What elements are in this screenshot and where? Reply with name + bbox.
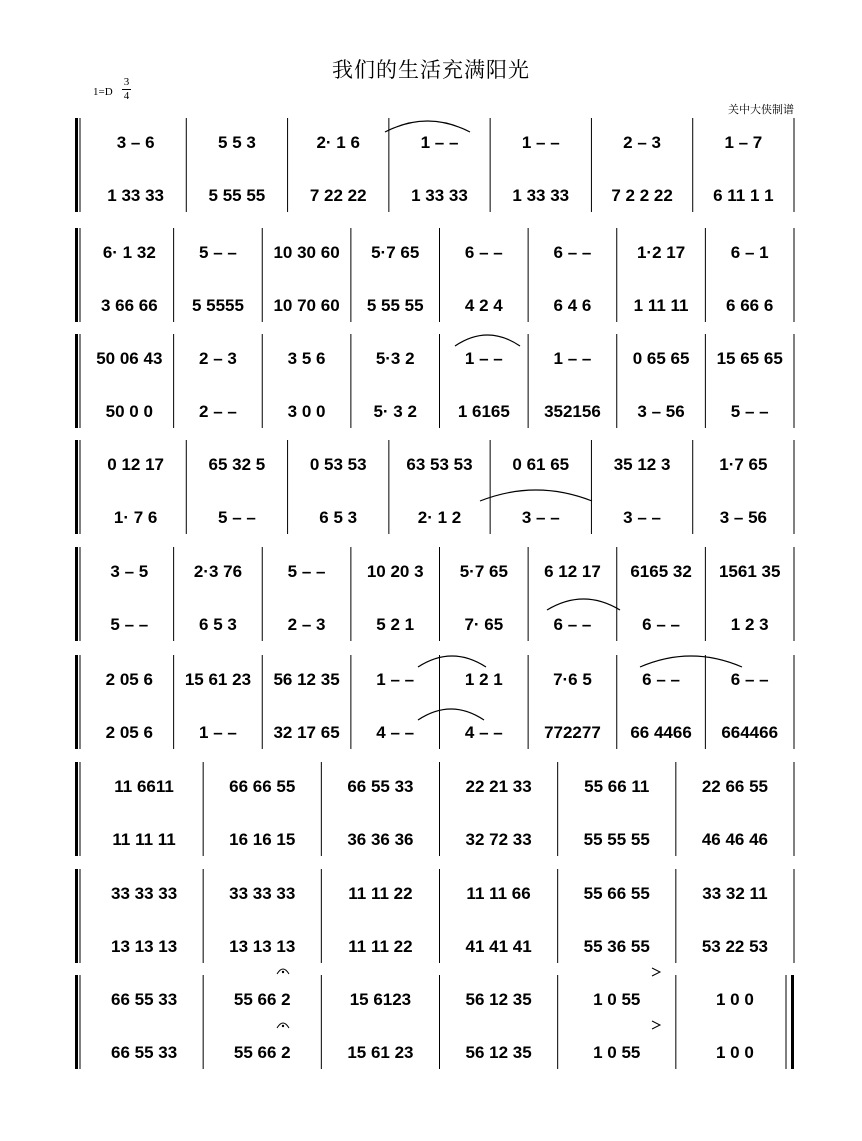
- upper-voice-measure: 6 – 1: [730, 243, 769, 262]
- upper-voice-measure: 6 – –: [464, 243, 503, 262]
- arranger-credit: 关中大侠制谱: [728, 103, 794, 116]
- lower-voice-measure: 5 55 55: [366, 296, 424, 315]
- fermata-dot: [282, 1025, 284, 1027]
- upper-voice-measure: 1561 35: [718, 562, 781, 581]
- lower-voice-measure: 5 2 1: [376, 615, 415, 634]
- system-start-thick-bar: [75, 334, 78, 428]
- lower-voice-measure: 2· 1 2: [417, 508, 462, 527]
- upper-voice-measure: 6 – –: [642, 670, 680, 689]
- lower-voice-measure: 2 05 6: [105, 723, 153, 742]
- lower-voice-measure: 6 11 1 1: [713, 186, 774, 205]
- lower-voice-measure: 7· 65: [464, 615, 504, 634]
- lower-voice-measure: 4 2 4: [464, 296, 503, 315]
- lower-voice-measure: 6 66 6: [726, 296, 774, 315]
- accent-icon: [652, 968, 660, 976]
- lower-voice-measure: 56 12 35: [465, 1043, 532, 1062]
- lower-voice-measure: 11 11 22: [348, 937, 413, 956]
- lower-voice-measure: 3 66 66: [100, 296, 158, 315]
- upper-voice-measure: 6165 32: [630, 562, 692, 581]
- lower-voice-measure: 1· 7 6: [113, 508, 158, 527]
- lower-voice-measure: 6 – –: [642, 615, 680, 634]
- upper-voice-measure: 63 53 53: [406, 455, 473, 474]
- tie-arc: [455, 335, 520, 346]
- lower-voice-measure: 3 – –: [623, 508, 661, 527]
- lower-voice-measure: 5 – –: [218, 508, 256, 527]
- upper-voice-measure: 50 06 43: [96, 349, 163, 368]
- tie-arc: [418, 656, 486, 667]
- upper-voice-measure: 33 33 33: [229, 884, 296, 903]
- upper-voice-measure: 55 66 2: [233, 990, 291, 1009]
- upper-voice-measure: 66 66 55: [229, 777, 296, 796]
- lower-voice-measure: 4 – –: [464, 723, 503, 742]
- upper-voice-measure: 15 65 65: [716, 349, 783, 368]
- system-start-thick-bar: [75, 869, 78, 963]
- upper-voice-measure: 65 32 5: [208, 455, 266, 474]
- upper-voice-measure: 56 12 35: [465, 990, 532, 1009]
- upper-voice-measure: 33 33 33: [110, 884, 178, 903]
- lower-voice-measure: 50 0 0: [105, 402, 153, 421]
- upper-voice-measure: 2 05 6: [105, 670, 153, 689]
- lower-voice-measure: 53 22 53: [701, 937, 769, 956]
- upper-voice-measure: 3 – 6: [116, 133, 155, 152]
- upper-voice-measure: 6· 1 32: [102, 243, 156, 262]
- lower-voice-measure: 32 72 33: [465, 830, 532, 849]
- upper-voice-measure: 2· 1 6: [316, 133, 360, 152]
- key-signature: 1=D: [93, 86, 113, 98]
- lower-voice-measure: 1 0 0: [716, 1043, 754, 1062]
- lower-voice-measure: 1 33 33: [411, 186, 468, 205]
- upper-voice-measure: 33 32 11: [702, 884, 768, 903]
- lower-voice-measure: 5 – –: [730, 402, 769, 421]
- upper-voice-measure: 1·7 65: [719, 455, 768, 474]
- lower-voice-measure: 66 4466: [630, 723, 692, 742]
- upper-voice-measure: 55 66 11: [584, 777, 650, 796]
- tie-arc: [480, 490, 592, 501]
- lower-voice-measure: 352156: [544, 402, 601, 421]
- lower-voice-measure: 2 – 3: [287, 615, 326, 634]
- lower-voice-measure: 1 6165: [457, 402, 510, 421]
- upper-voice-measure: 0 12 17: [107, 455, 165, 474]
- lower-voice-measure: 15 61 23: [347, 1043, 414, 1062]
- upper-voice-measure: 6 – –: [730, 670, 769, 689]
- upper-voice-measure: 0 61 65: [512, 455, 570, 474]
- lower-voice-measure: 3 – 56: [719, 508, 767, 527]
- upper-voice-measure: 5·7 65: [371, 243, 420, 262]
- lower-voice-measure: 1 0 55: [593, 1043, 641, 1062]
- upper-voice-measure: 66 55 33: [347, 777, 414, 796]
- lower-voice-measure: 2 – –: [199, 402, 237, 421]
- upper-voice-measure: 5 – –: [199, 243, 237, 262]
- system-start-thick-bar: [75, 655, 78, 749]
- lower-voice-measure: 55 55 55: [583, 830, 650, 849]
- tie-arc: [418, 709, 484, 720]
- upper-voice-measure: 10 20 3: [366, 562, 424, 581]
- upper-voice-measure: 1 – –: [553, 349, 592, 368]
- upper-voice-measure: 35 12 3: [613, 455, 671, 474]
- upper-voice-measure: 1 – –: [464, 349, 503, 368]
- system-start-thick-bar: [75, 547, 78, 641]
- lower-voice-measure: 5 5555: [191, 296, 244, 315]
- lower-voice-measure: 1 – –: [199, 723, 237, 742]
- lower-voice-measure: 5 – –: [110, 615, 149, 634]
- final-thick-bar: [791, 975, 794, 1069]
- lower-voice-measure: 1 33 33: [512, 186, 570, 205]
- lower-voice-measure: 7 22 22: [309, 186, 367, 205]
- lower-voice-measure: 3 – 56: [637, 402, 685, 421]
- upper-voice-measure: 1 2 1: [464, 670, 503, 689]
- lower-voice-measure: 66 55 33: [110, 1043, 178, 1062]
- lower-voice-measure: 32 17 65: [273, 723, 340, 742]
- upper-voice-measure: 11 11 22: [348, 884, 413, 903]
- upper-voice-measure: 5 5 3: [218, 133, 256, 152]
- upper-voice-measure: 7·6 5: [553, 670, 592, 689]
- upper-voice-measure: 11 11 66: [466, 884, 531, 903]
- lower-voice-measure: 772277: [544, 723, 601, 742]
- upper-voice-measure: 1 – –: [521, 133, 560, 152]
- lower-voice-measure: 10 70 60: [273, 296, 340, 315]
- upper-voice-measure: 1 – 7: [724, 133, 763, 152]
- upper-voice-measure: 22 66 55: [701, 777, 769, 796]
- tie-arc: [547, 599, 620, 610]
- system-start-thick-bar: [75, 975, 78, 1069]
- upper-voice-measure: 6 12 17: [544, 562, 601, 581]
- lower-voice-measure: 46 46 46: [701, 830, 769, 849]
- lower-voice-measure: 6 – –: [553, 615, 592, 634]
- lower-voice-measure: 3 – –: [521, 508, 560, 527]
- lower-voice-measure: 4 – –: [376, 723, 415, 742]
- lower-voice-measure: 6 5 3: [199, 615, 237, 634]
- upper-voice-measure: 1 – –: [420, 133, 459, 152]
- upper-voice-measure: 2 – 3: [199, 349, 237, 368]
- tie-arc: [385, 121, 470, 132]
- lower-voice-measure: 55 36 55: [583, 937, 650, 956]
- lower-voice-measure: 1 2 3: [730, 615, 769, 634]
- upper-voice-measure: 11 6611: [114, 777, 174, 796]
- upper-voice-measure: 15 6123: [349, 990, 412, 1009]
- upper-voice-measure: 6 – –: [553, 243, 592, 262]
- upper-voice-measure: 22 21 33: [465, 777, 532, 796]
- upper-voice-measure: 5·3 2: [375, 349, 415, 368]
- upper-voice-measure: 1 – –: [376, 670, 415, 689]
- time-signature-top: 3: [123, 76, 130, 88]
- upper-voice-measure: 56 12 35: [273, 670, 340, 689]
- lower-voice-measure: 1 33 33: [107, 186, 165, 205]
- lower-voice-measure: 7 2 2 22: [611, 186, 673, 205]
- upper-voice-measure: 15 61 23: [184, 670, 252, 689]
- lower-voice-measure: 41 41 41: [465, 937, 532, 956]
- upper-voice-measure: 2·3 76: [193, 562, 243, 581]
- upper-voice-measure: 1 0 0: [716, 990, 754, 1009]
- lower-voice-measure: 6 4 6: [553, 296, 592, 315]
- score-title: 我们的生活充满阳光: [332, 58, 530, 82]
- lower-voice-measure: 36 36 36: [347, 830, 414, 849]
- system-start-thick-bar: [75, 228, 78, 322]
- upper-voice-measure: 2 – 3: [623, 133, 661, 152]
- system-start-thick-bar: [75, 118, 78, 212]
- lower-voice-measure: 1 11 11: [633, 296, 689, 315]
- tie-arc: [640, 656, 742, 667]
- fermata-dot: [282, 971, 284, 973]
- lower-voice-measure: 11 11 11: [112, 830, 176, 849]
- upper-voice-measure: 0 65 65: [632, 349, 690, 368]
- upper-voice-measure: 66 55 33: [110, 990, 178, 1009]
- system-start-thick-bar: [75, 762, 78, 856]
- upper-voice-measure: 1·2 17: [636, 243, 686, 262]
- accent-icon: [652, 1021, 660, 1029]
- upper-voice-measure: 3 5 6: [287, 349, 326, 368]
- upper-voice-measure: 3 – 5: [110, 562, 149, 581]
- lower-voice-measure: 16 16 15: [229, 830, 296, 849]
- time-signature-bottom: 4: [123, 90, 130, 102]
- system-start-thick-bar: [75, 440, 78, 534]
- lower-voice-measure: 55 66 2: [233, 1043, 291, 1062]
- upper-voice-measure: 10 30 60: [273, 243, 340, 262]
- upper-voice-measure: 1 0 55: [593, 990, 641, 1009]
- lower-voice-measure: 5 55 55: [208, 186, 266, 205]
- lower-voice-measure: 664466: [721, 723, 779, 742]
- upper-voice-measure: 0 53 53: [309, 455, 367, 474]
- lower-voice-measure: 6 5 3: [319, 508, 358, 527]
- lower-voice-measure: 13 13 13: [229, 937, 296, 956]
- upper-voice-measure: 5·7 65: [459, 562, 508, 581]
- upper-voice-measure: 55 66 55: [583, 884, 650, 903]
- lower-voice-measure: 13 13 13: [110, 937, 178, 956]
- lower-voice-measure: 5· 3 2: [373, 402, 417, 421]
- lower-voice-measure: 3 0 0: [287, 402, 326, 421]
- upper-voice-measure: 5 – –: [287, 562, 326, 581]
